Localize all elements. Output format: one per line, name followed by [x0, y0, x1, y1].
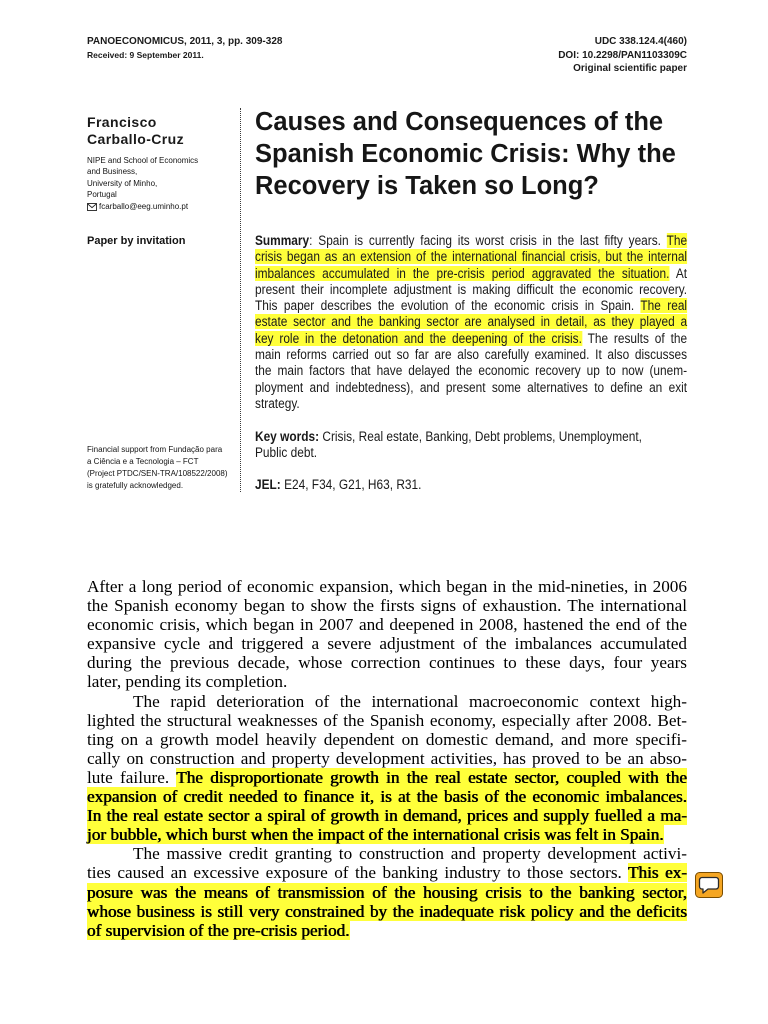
keywords-line [255, 445, 687, 461]
highlighted-text: crisis began as an extension of the international financial crisis, but the internal [255, 249, 688, 265]
summary-line [255, 347, 687, 363]
body-line [87, 863, 687, 882]
body-line [87, 787, 687, 806]
text-segment: The rapid deterioration of the international macroeconomic context high- [133, 691, 687, 711]
body-line [87, 806, 687, 825]
text-segment: At [669, 265, 688, 281]
author-email [87, 201, 188, 213]
body-line [87, 883, 687, 902]
summary-line [255, 396, 687, 412]
keywords [255, 429, 687, 462]
highlighted-text: This ex- [628, 863, 687, 883]
body-line [87, 615, 687, 634]
body-line [87, 672, 687, 691]
body-line [87, 844, 687, 863]
affiliation-line: Portugal [87, 190, 117, 199]
received-date: Received: 9 September 2011. [87, 49, 204, 60]
text-segment: the main factors that have delayed the economic recovery up to now (unem- [255, 363, 688, 379]
summary-line [255, 314, 687, 330]
keywords-line [255, 429, 687, 445]
funding-line: Financial support from Fundação para [87, 445, 223, 454]
body-text [87, 577, 687, 940]
highlighted-text: posure was the means of transmission of the housing crisis to the banking sector, [87, 882, 687, 902]
text-segment: expansive cycle and triggered a severe adjustment of the imbalances accumulated [87, 634, 687, 654]
body-line [87, 768, 687, 787]
journal-citation: PANOECONOMICUS, 2011, 3, pp. 309-328 [87, 36, 283, 47]
text-segment: lute failure. [87, 767, 177, 787]
author-first-name: Francisco [87, 113, 157, 130]
text-segment: later, pending its completion. [87, 672, 288, 692]
text-segment: strategy. [255, 395, 300, 411]
author-affiliation [87, 155, 198, 201]
journal-header-right [558, 35, 687, 76]
text-segment: main reforms carried out so far are also carefully examined. It also discusses [255, 347, 688, 363]
jel-label: JEL: [255, 477, 281, 492]
summary-line [255, 266, 687, 282]
body-line [87, 634, 687, 653]
highlighted-text: key role in the detonation and the deepening of the crisis. [255, 330, 582, 346]
body-line [87, 692, 687, 711]
highlighted-text: The disproportionate growth in the real estate sector, coupled with the [176, 767, 687, 787]
title-line: Causes and Consequences of the [255, 108, 664, 136]
keywords-value: Crisis, Real estate, Banking, Debt problems, Unemployment, [322, 429, 642, 444]
body-line [87, 730, 687, 749]
highlighted-text: estate sector and the banking sector are analysed in detail, as they played a [255, 314, 688, 330]
text-segment: The results of the [581, 330, 688, 346]
summary-line [255, 249, 687, 265]
author-name-block [87, 114, 235, 148]
jel-value: E24, F34, G21, H63, R31. [284, 477, 422, 492]
highlighted-text: whose business is still very constrained by the inadequate risk policy and the deficits [87, 901, 687, 921]
funding-note [87, 444, 228, 492]
summary-line [255, 331, 687, 347]
body-line [87, 902, 687, 921]
body-line [87, 577, 687, 596]
keywords-value: Public debt. [255, 445, 318, 461]
comment-button[interactable] [695, 872, 723, 898]
text-segment: cally on construction and property development activities, has proved to be an abso- [87, 748, 687, 768]
body-line [87, 921, 687, 940]
highlighted-text: imbalances accumulated in the pre-crisis period aggravated the situation. [255, 265, 670, 281]
summary [255, 233, 687, 412]
body-line [87, 711, 687, 730]
body-line [87, 749, 687, 768]
body-line [87, 653, 687, 672]
highlighted-text: jor bubble, which burst when the impact of the international crisis was felt in Spain. [87, 825, 664, 845]
journal-header-left [87, 35, 282, 62]
envelope-icon [87, 203, 97, 211]
body-line [87, 596, 687, 615]
text-segment: ployment and indebtedness), and present some alternatives to define an exit [255, 379, 688, 395]
funding-line: is gratefully acknowledged. [87, 481, 184, 490]
highlighted-text: The real [640, 298, 688, 314]
funding-line: a Ciência e a Tecnologia – FCT [87, 457, 199, 466]
text-segment: during the previous decade, whose correction continues to these days, four years [87, 653, 687, 673]
text-segment: : Spain is currently facing its worst crisis in the last fifty years. [309, 233, 667, 248]
text-segment: the Spanish economy began to show the firsts signs of exhaustion. The international [87, 596, 687, 616]
body-paragraph [87, 577, 687, 692]
summary-line [255, 282, 687, 298]
column-divider [240, 108, 241, 492]
invitation-note: Paper by invitation [87, 235, 186, 247]
text-segment: lighted the structural weaknesses of the Spanish economy, especially after 2008. Bet- [87, 710, 687, 730]
summary-line [255, 233, 687, 249]
paper-title [255, 106, 676, 202]
summary-line [255, 363, 687, 379]
author-last-name: Carballo-Cruz [87, 130, 184, 147]
comment-icon[interactable] [695, 872, 723, 898]
text-segment: ting on a growth model heavily dependent on domestic demand, and more specifi- [87, 729, 687, 749]
text-segment: This paper describes the evolution of the economic crisis in Spain. [255, 298, 641, 314]
highlighted-text: The [666, 233, 688, 248]
affiliation-line: and Business, [87, 167, 138, 176]
highlighted-text: of supervision of the pre-crisis period. [87, 920, 350, 940]
paper-type: Original scientific paper [573, 63, 687, 74]
highlighted-text: expansion of credit needed to finance it, is at the basis of the economic imbalances. [87, 787, 687, 807]
jel-codes [255, 477, 687, 493]
body-paragraph [87, 692, 687, 845]
keywords-label: Key words: [255, 429, 320, 444]
summary-line [255, 298, 687, 314]
highlighted-text: In the real estate sector a spiral of growth in demand, prices and supply fuelled a ma- [87, 806, 687, 826]
body-paragraph [87, 844, 687, 939]
udc-code: UDC 338.124.4(460) [594, 36, 687, 47]
title-line: Recovery is Taken so Long? [255, 172, 599, 200]
body-line [87, 825, 687, 844]
jel-line [255, 477, 687, 493]
title-line: Spanish Economic Crisis: Why the [255, 140, 676, 168]
text-segment: ties caused an excessive exposure of the banking industry to those sectors. [87, 863, 628, 883]
text-segment: present their incomplete adjustment is making difficult the economic recovery. [255, 281, 688, 297]
text-segment: The massive credit granting to construction and property development activi- [133, 844, 687, 864]
affiliation-line: NIPE and School of Economics [87, 155, 199, 165]
doi: DOI: 10.2298/PAN1103309C [558, 49, 687, 61]
text-segment: economic crisis, which began in 2007 and deepened in 2008, hastened the end of the [87, 615, 687, 635]
summary-line [255, 380, 687, 396]
funding-line: (Project PTDC/SEN-TRA/108522/2008) [87, 469, 228, 478]
text-segment: After a long period of economic expansion, which began in the mid-nineties, in 2006 [87, 577, 687, 596]
summary-label: Summary [255, 233, 310, 248]
email-address[interactable]: fcarballo@eeg.uminho.pt [99, 202, 189, 211]
affiliation-line: University of Minho, [87, 178, 158, 188]
